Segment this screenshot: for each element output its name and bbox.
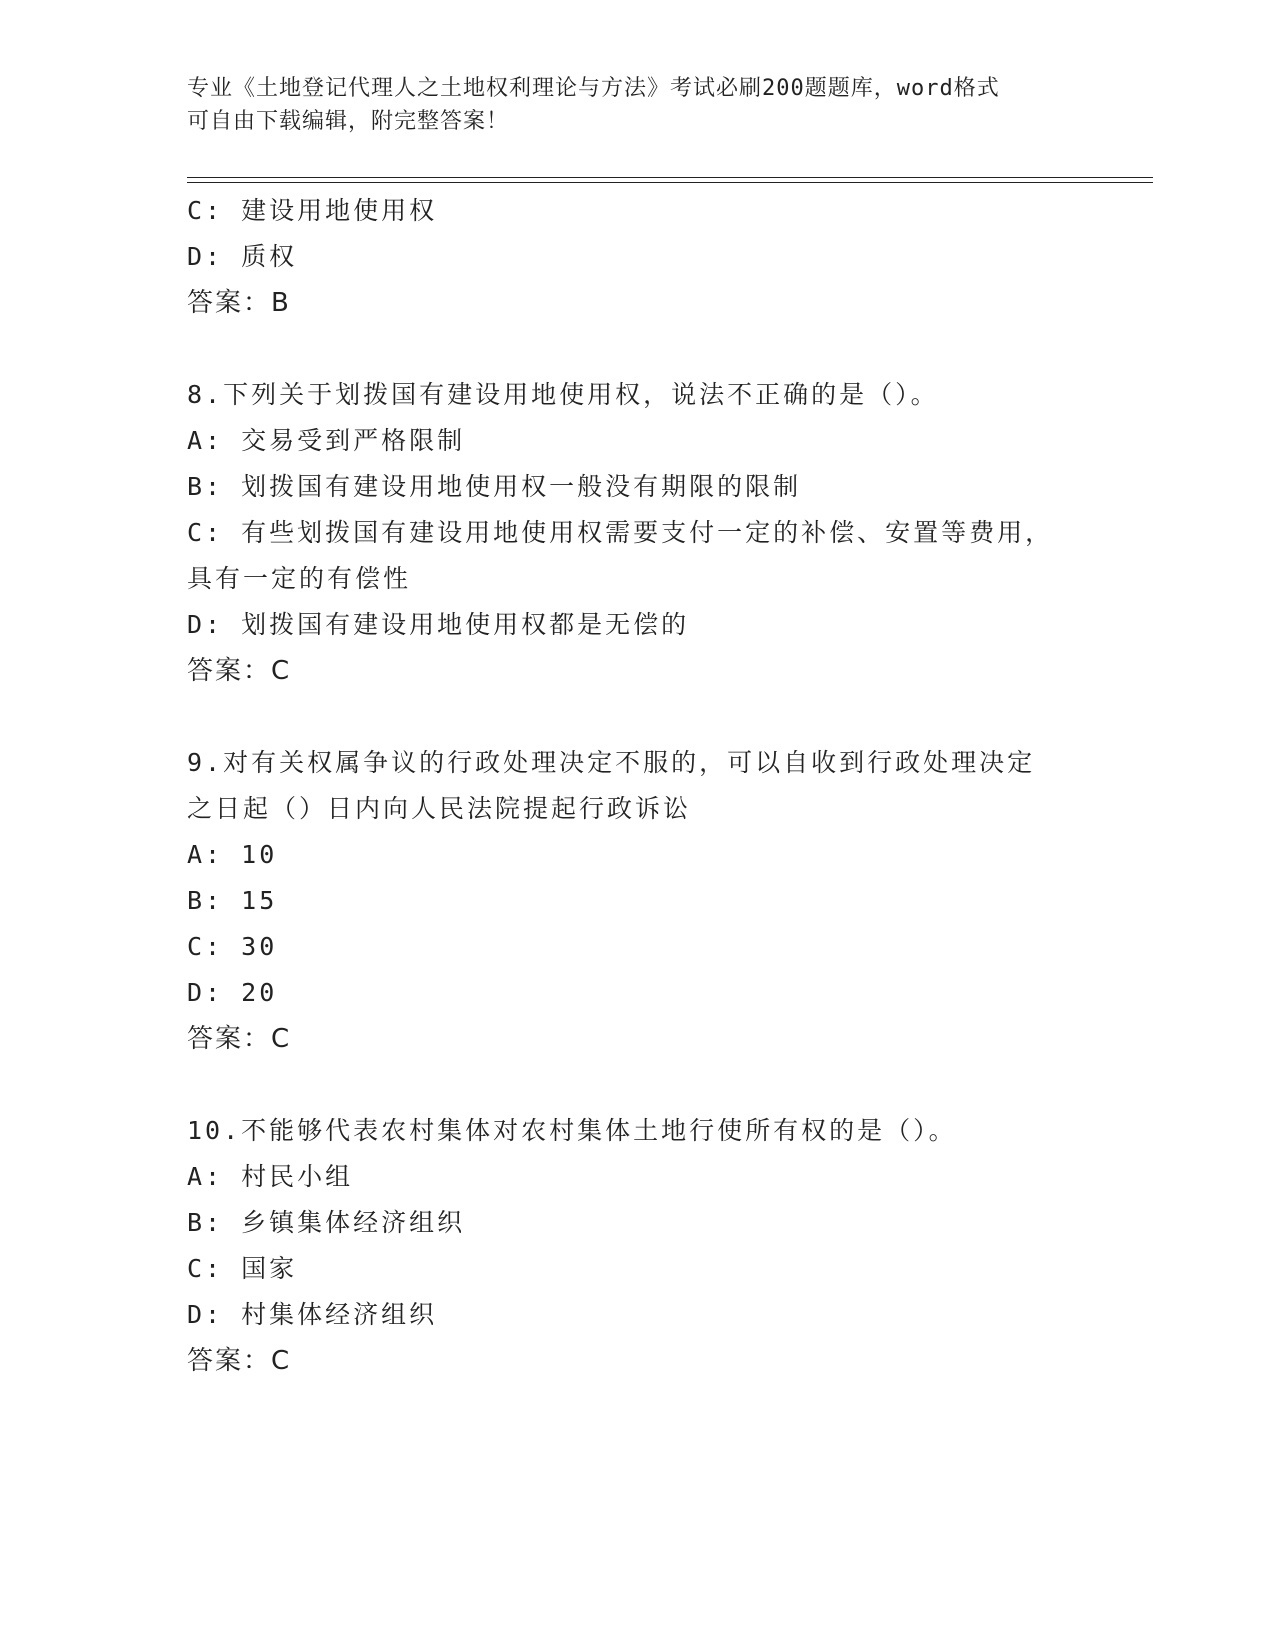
spacer — [187, 326, 1087, 372]
question-stem: 8.下列关于划拨国有建设用地使用权，说法不正确的是（）。 — [187, 380, 939, 409]
option-c: C: 有些划拨国有建设用地使用权需要支付一定的补偿、安置等费用， — [187, 518, 1054, 547]
option-b: B: 15 — [187, 886, 278, 915]
question-9 — [187, 740, 1087, 1062]
option-d: D: 村集体经济组织 — [187, 1300, 438, 1329]
option-b: B: 划拨国有建设用地使用权一般没有期限的限制 — [187, 472, 802, 501]
question-7-continued — [187, 188, 1087, 326]
question-8 — [187, 372, 1087, 694]
spacer — [187, 1062, 1087, 1108]
question-stem: 9.对有关权属争议的行政处理决定不服的，可以自收到行政处理决定 — [187, 748, 1036, 777]
option-c-continued: 具有一定的有偿性 — [187, 564, 412, 593]
option-b: B: 乡镇集体经济组织 — [187, 1208, 466, 1237]
option-c: C: 30 — [187, 932, 278, 961]
document-body — [187, 188, 1087, 1384]
answer-line: 答案：C — [187, 656, 292, 686]
header-divider-bottom — [187, 182, 1153, 183]
question-stem-continued: 之日起（）日内向人民法院提起行政诉讼 — [187, 794, 692, 823]
option-d: D: 质权 — [187, 242, 298, 271]
option-a: A: 村民小组 — [187, 1162, 354, 1191]
spacer — [187, 694, 1087, 740]
answer-line: 答案：B — [187, 288, 291, 318]
option-a: A: 交易受到严格限制 — [187, 426, 466, 455]
header-line-2: 可自由下载编辑，附完整答案！ — [187, 109, 510, 134]
option-a: A: 10 — [187, 840, 278, 869]
question-10 — [187, 1108, 1087, 1384]
option-c: C: 建设用地使用权 — [187, 196, 438, 225]
option-d: D: 划拨国有建设用地使用权都是无偿的 — [187, 610, 690, 639]
document-header — [187, 72, 1087, 138]
option-c: C: 国家 — [187, 1254, 298, 1283]
header-divider-top — [187, 177, 1153, 178]
question-stem: 10.不能够代表农村集体对农村集体土地行使所有权的是（）。 — [187, 1116, 957, 1145]
header-line-1: 专业《土地登记代理人之土地权利理论与方法》考试必刷200题题库，word格式 — [187, 76, 1000, 101]
option-d: D: 20 — [187, 978, 278, 1007]
answer-line: 答案：C — [187, 1346, 292, 1376]
answer-line: 答案：C — [187, 1024, 292, 1054]
